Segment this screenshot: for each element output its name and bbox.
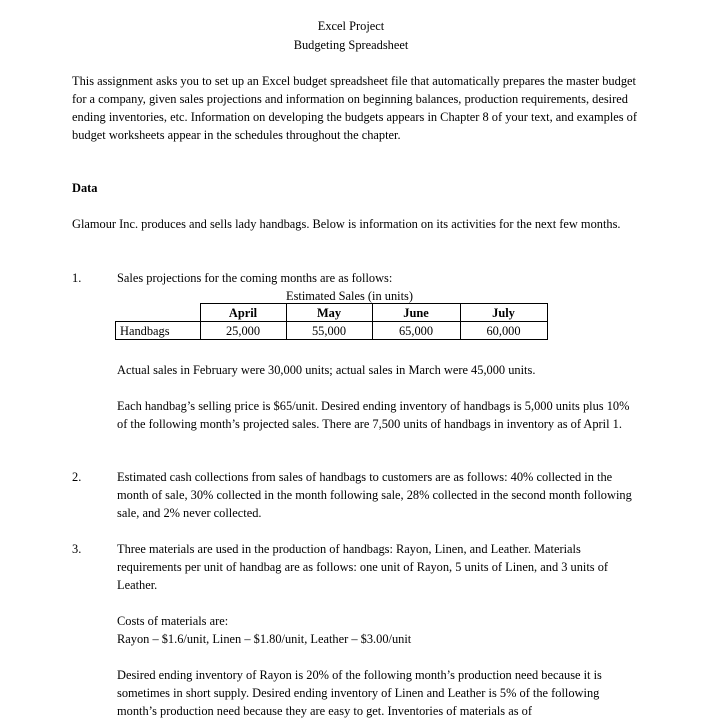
table-header-cell: May [286, 304, 372, 322]
document-title: Excel Project [317, 19, 385, 33]
sales-table-header-row [116, 304, 548, 322]
data-heading: Data [72, 181, 98, 195]
intro-paragraph: This assignment asks you to set up an Excel budget spreadsheet file that automatically prepares the master budget for a company, given sales projections and information on beginning balances, production requirements, desired ending inventories, etc. Information on developing the budgets appears in Chapter 8 of your text, and examples of budget worksheets appear in the schedules throughout the chapter. [72, 74, 637, 142]
sales-table-caption: Estimated Sales (in units) [286, 289, 413, 303]
table-cell: 55,000 [286, 322, 372, 340]
document-subtitle: Budgeting Spreadsheet [293, 38, 409, 52]
sales-table [115, 303, 548, 340]
company-intro-paragraph: Glamour Inc. produces and sells lady handbags. Below is information on its activities for the next few months. [72, 217, 621, 231]
item-1-note-pricing: Each handbag’s selling price is $65/unit. Desired ending inventory of handbags is 5,000 units plus 10% of the following month’s projected sales. There are 7,500 units of handbags in inventory as of April 1. [117, 399, 630, 431]
table-header-cell: April [200, 304, 286, 322]
item-1-note-actual-sales: Actual sales in February were 30,000 units; actual sales in March were 45,000 units. [117, 363, 536, 377]
item-2-text: Estimated cash collections from sales of handbags to customers are as follows: 40% collected in the month of sale, 30% collected in the month following sale, 28% collected in the second month following sale, and 2% never collected. [117, 470, 632, 520]
item-1-text: Sales projections for the coming months are as follows: [117, 271, 393, 285]
table-row [116, 322, 548, 340]
item-3-text: Three materials are used in the production of handbags: Rayon, Linen, and Leather. Materials requirements per unit of handbag are as follows: one unit of Rayon, 5 units of Linen, and 3 units of Leather. [117, 542, 609, 592]
table-cell: 60,000 [460, 322, 547, 340]
table-header-blank [116, 304, 201, 322]
item-3-inventory: Desired ending inventory of Rayon is 20% of the following month’s production need because it is sometimes in short supply. Desired ending inventory of Linen and Leather is 5% of the following month’s production need because they are easy to get. Inventories of materials as of [117, 668, 602, 718]
table-cell: 65,000 [372, 322, 460, 340]
item-1-number: 1. [72, 271, 82, 285]
item-3-number: 3. [72, 542, 82, 556]
item-3-costs-heading: Costs of materials are: [117, 614, 229, 628]
item-2-number: 2. [72, 470, 82, 484]
table-cell: 25,000 [200, 322, 286, 340]
table-header-cell: June [372, 304, 460, 322]
table-header-cell: July [460, 304, 547, 322]
table-row-label: Handbags [116, 322, 201, 340]
item-3-costs: Rayon – $1.6/unit, Linen – $1.80/unit, Leather – $3.00/unit [117, 632, 412, 646]
